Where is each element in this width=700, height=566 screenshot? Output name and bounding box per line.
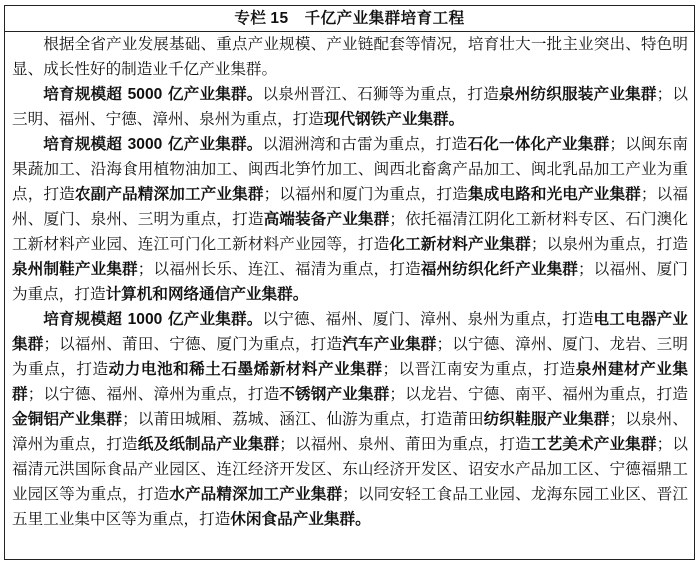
cluster-name: 福州纺织化纤产业集群 xyxy=(420,260,579,278)
cluster-name: 。 xyxy=(448,110,465,128)
column-title xyxy=(5,6,694,32)
cluster-name: 现代钢铁产业集群 xyxy=(323,110,449,128)
cluster-name: 计算机和网络通信产业集群 xyxy=(105,285,293,303)
cluster-name: 泉州纺织服装产业集群 xyxy=(498,85,657,103)
section-text: ；以闽东南果蔬加工、沿海食用植物油加工、闽西北笋竹加工、闽西北畜禽产品加工、闽北乳品加工产业为重点，打造 xyxy=(12,135,688,203)
cluster-name: 水产品精深加工产业集群 xyxy=(169,485,343,503)
section-heading: 培育规模超 1000 亿产业集群。 xyxy=(43,310,263,328)
section-text: ；以宁德、福州、漳州为重点，打造 xyxy=(27,385,280,403)
section-text: ；以莆田城厢、荔城、涵江、仙游为重点，打造莆田 xyxy=(122,410,484,428)
cluster-name: 汽车产业集群 xyxy=(342,335,437,353)
column-body xyxy=(5,32,694,532)
cluster-name: 纺织鞋服产业集群 xyxy=(483,410,610,428)
cluster-name: 。 xyxy=(292,285,309,303)
cluster-name: 集成电路和光电产业集群 xyxy=(467,185,641,203)
section-text: ；以福州和厦门为重点，打造 xyxy=(263,185,468,203)
column-title-number: 15 xyxy=(270,10,289,27)
cluster-name: 电工电器产业集群 xyxy=(12,310,688,353)
section-heading: 培育规模超 5000 亿产业集群。 xyxy=(43,85,263,103)
section-text: ；以三明、福州、宁德、漳州、泉州为重点，打造 xyxy=(12,85,688,128)
intro-paragraph: 根据全省产业发展基础、重点产业规模、产业链配套等情况，培育壮大一批主业突出、特色明显、成长性好的制造业千亿产业集群。 xyxy=(12,35,688,78)
column-title-prefix: 专栏 xyxy=(234,9,267,27)
section-text: ；依托福清江阴化工新材料专区、石门澳化工新材料产业园、连江可门化工新材料产业园等，打造 xyxy=(12,210,688,253)
section-text: ；以泉州为重点，打造 xyxy=(530,235,688,253)
section-text: ；以龙岩、宁德、南平、福州为重点，打造 xyxy=(389,385,688,403)
cluster-name: 化工新材料产业集群 xyxy=(389,235,531,253)
section-paragraph xyxy=(12,82,688,132)
section-text: ；以泉州、漳州为重点，打造 xyxy=(12,410,688,453)
section-paragraph xyxy=(12,132,688,307)
section-text: 以湄洲湾和古雷为重点，打造 xyxy=(262,135,468,153)
section-text: ；以福州、厦门为重点，打造 xyxy=(12,260,688,303)
section-text: ；以宁德、漳州、厦门、龙岩、三明为重点，打造 xyxy=(12,335,688,378)
section-text: ；以福州长乐、连江、福清为重点，打造 xyxy=(137,260,421,278)
cluster-name: 纸及纸制品产业集群 xyxy=(137,435,280,453)
section-text: ；以同安轻工食品工业园、龙海东园工业区、晋江五里工业集中区等为重点，打造 xyxy=(12,485,688,528)
section-text: 以宁德、福州、厦门、漳州、泉州为重点，打造 xyxy=(262,310,594,328)
section-text: ；以福清元洪国际食品产业园区、连江经济开发区、东山经济开发区、诏安水产品加工区、宁德福鼎工业园区等为重点，打造 xyxy=(12,435,688,503)
column-title-text: 千亿产业集群培育工程 xyxy=(304,9,465,27)
cluster-name: 泉州制鞋产业集群 xyxy=(12,260,138,278)
cluster-name: 石化一体化产业集群 xyxy=(467,135,610,153)
section-text: ；以晋江南安为重点，打造 xyxy=(382,360,576,378)
cluster-name: 休闲食品产业集群 xyxy=(230,510,356,528)
cluster-name: 不锈钢产业集群 xyxy=(279,385,390,403)
section-text: ；以福州、泉州、莆田为重点，打造 xyxy=(279,435,531,453)
cluster-name: 高端装备产业集群 xyxy=(263,210,390,228)
cluster-name: 动力电池和稀土石墨烯新材料产业集群 xyxy=(108,360,383,378)
section-text: 以泉州晋江、石狮等为重点，打造 xyxy=(262,85,499,103)
column-box xyxy=(4,5,695,560)
cluster-name: 农副产品精深加工产业集群 xyxy=(74,185,264,203)
section-paragraph xyxy=(12,307,688,532)
section-text: ；以福州、厦门、泉州、三明为重点，打造 xyxy=(12,185,688,228)
cluster-name: 。 xyxy=(355,510,371,528)
cluster-name: 金铜铝产业集群 xyxy=(12,410,123,428)
section-text: ；以福州、莆田、宁德、厦门为重点，打造 xyxy=(43,335,343,353)
cluster-name: 泉州建材产业集群 xyxy=(12,360,688,403)
cluster-name: 工艺美术产业集群 xyxy=(530,435,657,453)
section-heading: 培育规模超 3000 亿产业集群。 xyxy=(43,135,263,153)
